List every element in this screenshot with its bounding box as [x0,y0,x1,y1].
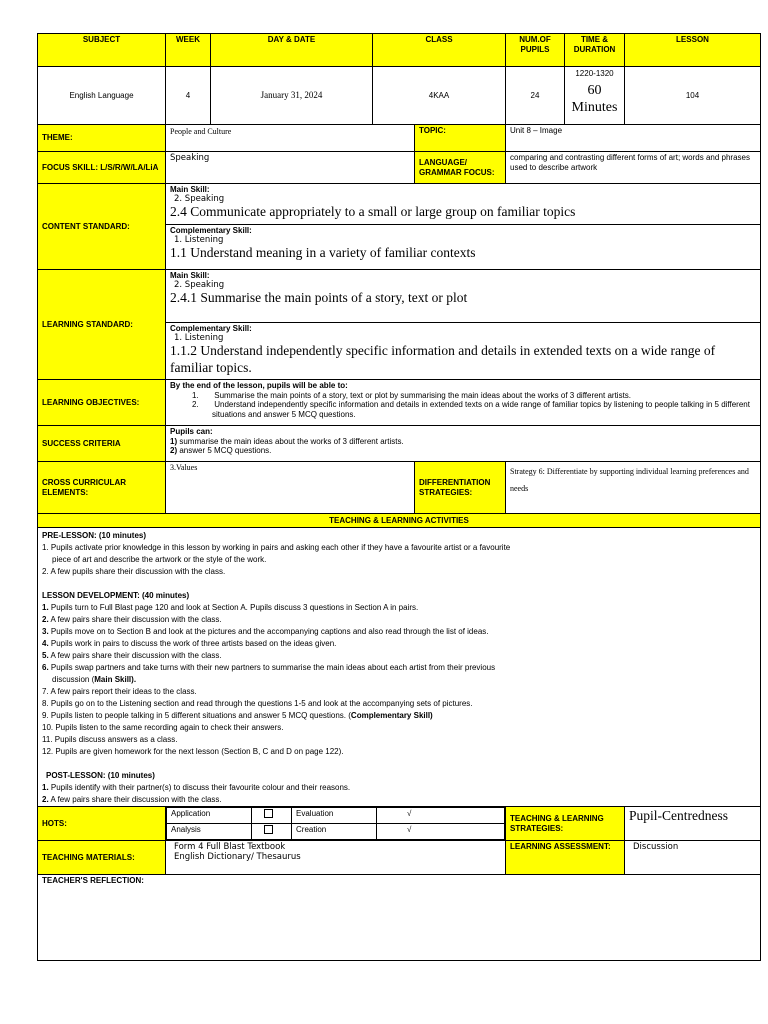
subject-value: English Language [38,67,166,125]
checkbox-icon [252,824,292,840]
subject-header: SUBJECT [38,34,166,67]
time-range: 1220-1320 [575,69,614,78]
materials-label: TEACHING MATERIALS: [38,841,166,875]
cs-main-text: 2.4 Communicate appropriately to a small or large group on familiar topics [170,204,576,220]
hots-application: Application [167,808,252,824]
pre-lesson-line: 1. Pupils activate prior knowledge in this lesson by working in pairs and asking each other if they have a favourite artist or a favourite [42,543,511,552]
ls-comp-text: 1.1.2 Understand independently specific information and details in extended texts on a wide range of familiar topics. [170,343,716,375]
ls-main-text: 2.4.1 Summarise the main points of a story, text or plot [170,290,468,306]
cross-curricular-value: 3.Values [166,462,415,514]
objective-item: 2. Understand independently specific information and details in extended texts on a wide range of familiar topics by listening to people talking in 5 different situations and answer 5 MCQ questions. [192,400,750,419]
assessment-value: Discussion [625,841,761,875]
development-title: LESSON DEVELOPMENT: (40 minutes) [42,591,190,600]
reflection-cell [38,875,761,961]
ls-main-skill: 2. Speaking [174,279,225,290]
success-criteria-cell [166,426,761,462]
hots-analysis: Analysis [167,824,252,840]
objective-item: 1. Summarise the main points of a story, text or plot by summarising the main ideas about the works of 3 different artists. [192,390,632,400]
development-line: 10. Pupils listen to the same recording again to check their answers. [42,723,284,732]
activities-header: TEACHING & LEARNING ACTIVITIES [38,514,761,528]
development-line: 8. Pupils go on to the Listening section and read through the questions 1-5 and look at the accompanying sets of pictures. [42,699,473,708]
time-duration-cell [565,67,625,125]
hots-cell [166,807,506,841]
hots-grid [166,807,505,840]
development-line: discussion (Main Skill). [52,675,137,684]
lesson-header: LESSON [625,34,761,67]
hots-creation: Creation [292,824,377,840]
lesson-value: 104 [625,67,761,125]
differentiation-label: DIFFERENTIATION STRATEGIES: [415,462,506,514]
success-intro: Pupils can: [170,427,213,436]
theme-label: THEME: [38,125,166,152]
development-line: 6. Pupils swap partners and take turns with their new partners to summarise the main ideas about each artist from their previous [42,663,496,672]
hots-label: HOTS: [38,807,166,841]
development-line: 4. Pupils work in pairs to discuss the work of three artists based on the ideas given. [42,639,337,648]
success-item: 1) summarise the main ideas about the works of 3 different artists. [170,436,404,446]
cross-curricular-label: CROSS CURRICULAR ELEMENTS: [38,462,166,514]
success-criteria-label: SUCCESS CRITERIA [38,426,166,462]
date-value: January 31, 2024 [211,67,373,125]
pupils-value: 24 [506,67,565,125]
ls-comp-skill: 1. Listening [174,332,224,343]
topic-value: Unit 8 – Image [506,125,761,152]
objectives-label: LEARNING OBJECTIVES: [38,380,166,426]
hots-evaluation: Evaluation [292,808,377,824]
materials-value: Form 4 Full Blast Textbook English Dictionary/ Thesaurus [166,841,506,875]
content-standard-cell [166,184,761,270]
reflection-label: TEACHER'S REFLECTION: [42,876,144,885]
cs-comp-skill: 1. Listening [174,234,224,245]
cs-main-skill: 2. Speaking [174,193,225,204]
pre-lesson-title: PRE-LESSON: (10 minutes) [42,531,147,540]
pre-lesson-line: 2. A few pupils share their discussion with the class. [42,567,226,576]
development-line: 11. Pupils discuss answers as a class. [42,735,178,744]
ls-comp-label: Complementary Skill: [170,324,252,333]
post-lesson-title: POST-LESSON: (10 minutes) [46,771,155,780]
pupils-header: NUM.OF PUPILS [506,34,565,67]
development-line: 1. Pupils turn to Full Blast page 120 and look at Section A. Pupils discuss 3 questions in Section A in pairs. [42,603,419,612]
focus-skill-label: FOCUS SKILL: L/S/R/W/LA/LiA [38,152,166,184]
development-line: 12. Pupils are given homework for the next lesson (Section B, C and D on page 122). [42,747,344,756]
date-header: DAY & DATE [211,34,373,67]
week-value: 4 [166,67,211,125]
class-header: CLASS [373,34,506,67]
topic-label: TOPIC: [415,125,506,152]
strategies-value: Pupil-Centredness [625,807,761,841]
time-header: TIME & DURATION [565,34,625,67]
objectives-cell [166,380,761,426]
language-focus-label: LANGUAGE/ GRAMMAR FOCUS: [415,152,506,184]
cs-comp-label: Complementary Skill: [170,226,252,235]
tick-mark: √ [377,808,505,824]
language-focus-value: comparing and contrasting different forms of art; words and phrases used to describe artwork [506,152,761,184]
tick-mark: √ [377,824,505,840]
cs-main-label: Main Skill: [170,185,210,194]
learning-standard-cell [166,270,761,380]
success-item: 2) answer 5 MCQ questions. [170,446,272,456]
differentiation-value: Strategy 6: Differentiate by supporting individual learning preferences and needs [506,462,761,514]
strategies-label: TEACHING & LEARNING STRATEGIES: [506,807,625,841]
post-lesson-line: 1. Pupils identify with their partner(s) to discuss their favourite colour and their reasons. [42,783,351,792]
focus-skill-value: Speaking [166,152,415,184]
ls-main-label: Main Skill: [170,271,210,280]
post-lesson-line: 2. A few pairs share their discussion with the class. [42,795,222,804]
cs-comp-text: 1.1 Understand meaning in a variety of familiar contexts [170,245,476,261]
class-value: 4KAA [373,67,506,125]
content-standard-label: CONTENT STANDARD: [38,184,166,270]
lesson-plan-table [37,33,761,961]
week-header: WEEK [166,34,211,67]
development-line: 7. A few pairs report their ideas to the class. [42,687,197,696]
objectives-intro: By the end of the lesson, pupils will be able to: [170,381,348,390]
development-line: 2. A few pairs share their discussion with the class. [42,615,222,624]
assessment-label: LEARNING ASSESSMENT: [506,841,625,875]
activities-cell [38,528,761,807]
checkbox-icon [252,808,292,824]
development-line: 9. Pupils listen to people talking in 5 different situations and answer 5 MCQ questions. (Complementary Skill) [42,711,433,720]
theme-value: People and Culture [166,125,415,152]
duration-value: 60 Minutes [571,82,618,115]
development-line: 3. Pupils move on to Section B and look at the pictures and the accompanying captions and also read through the list of ideas. [42,627,489,636]
development-line: 5. A few pairs share their discussion with the class. [42,651,222,660]
pre-lesson-line: piece of art and describe the artwork or the style of the work. [52,555,267,564]
learning-standard-label: LEARNING STANDARD: [38,270,166,380]
objectives-list [170,391,756,420]
